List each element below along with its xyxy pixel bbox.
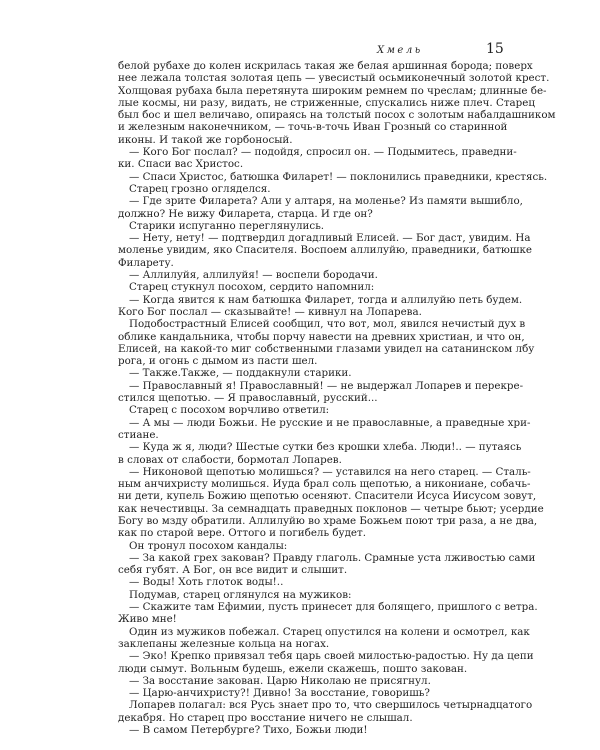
body-text (118, 60, 556, 737)
text-line: как нечестивцы. За семнадцать праведных поклонов — четыре бьют; усердие (118, 502, 544, 515)
text-line: — Спаси Христос, батюшка Филарет! — поклонились праведники, крестясь. (129, 170, 548, 183)
text-line: декабря. Но старец про восстание ничего не слышал. (118, 711, 413, 724)
text-line: как по старой вере. Оттого и погибель будет. (118, 527, 367, 540)
text-line: — Куда ж я, люди? Шестые сутки без крошки хлеба. Люди!.. — путаясь (129, 441, 522, 454)
text-line: Один из мужиков побежал. Старец опустился на колени и осмотрел, как (129, 625, 530, 638)
text-line: — Никоновой щепотью молишься? — уставился на него старец. — Сталь- (129, 465, 531, 478)
text-line: иконы. И такой же горбоносый. (118, 133, 293, 146)
text-line: ни дети, купель Божию щепотью осеняют. Спасители Исуса Иисусом зовут, (118, 490, 537, 503)
text-line: и железным наконечником, — точь-в-точь Иван Грозный со старинной (118, 121, 508, 134)
text-line: — За восстание закован. Царю Николаю не присягнул. (129, 674, 431, 687)
text-line: себя губят. А Бог, он все видит и слышит. (118, 564, 348, 577)
text-line: Лопарев полагал: вся Русь знает про то, что свершилось четырнадцатого (129, 699, 533, 712)
text-line: Кого Бог послал — сказывайте! — кивнул на Лопарева. (118, 305, 422, 318)
text-line: рога, и огонь с дымом из пасти шел. (118, 355, 318, 368)
text-line: Подумав, старец оглянулся на мужиков: (129, 588, 352, 601)
text-line: был бос и шел величаво, опираясь на толстый посох с золотым набалдашником (118, 109, 556, 122)
text-line: Холщовая рубаха была перетянута широким ремнем по чреслам; длинные бе- (118, 84, 547, 97)
text-line: люди сымут. Вольным будешь, ежели скажешь, пошто закован. (118, 662, 468, 675)
text-line: заклепаны железные кольца на ногах. (118, 637, 330, 650)
text-line: должно? Не вижу Филарета, старца. И где он? (118, 207, 373, 220)
text-line: ным анчихристу молишься. Иуда брал соль щепотью, а никониане, собачь- (118, 478, 531, 491)
text-line: белой рубахе до колен искрилась такая же белая аршинная борода; поверх (118, 60, 533, 72)
text-line: в словах от слабости, бормотал Лопарев. (118, 453, 342, 466)
header-title: Хмель (377, 45, 423, 56)
text-line: нее лежала толстая золотая цепь — увесистый осьмиконечный золотой крест. (118, 72, 550, 85)
text-line: — А мы — люди Божьи. Не русские и не православные, а праведные хри- (129, 416, 531, 429)
text-line: Старец с посохом ворчливо ответил: (129, 404, 330, 417)
text-line: облике кандальника, чтобы порчу навести на древних христиан, и что он, (118, 330, 525, 343)
text-line: лые космы, ни разу, видать, не стриженные, спускались ниже плеч. Старец (118, 96, 535, 109)
text-line: Он тронул посохом кандалы: (129, 539, 288, 552)
text-line: — В самом Петербурге? Тихо, Божьи люди! (129, 724, 368, 737)
text-line: — За какой грех закован? Правду глаголь. Срамные уста лживостью сами (129, 551, 536, 564)
text-line: — Православный я! Православный! — не выдержал Лопарев и перекре- (129, 379, 524, 392)
text-line: Живо мне! (118, 613, 177, 626)
text-line: — Царю-анчихристу?! Дивно! За восстание, говоришь? (129, 687, 430, 700)
text-line: — Кого Бог послал? — подойдя, спросил он. — Подымитесь, праведни- (129, 146, 517, 159)
text-line: стился щепотью. — Я православный, русский... (118, 392, 378, 405)
text-line: моленье увидим, яко Спасителя. Воспоем аллилуйю, праведники, батюшке (118, 244, 532, 257)
text-line: Елисей, на какой-то миг собственными глазами увидел на сатанинском лбу (118, 342, 535, 355)
text-line: — Эко! Крепко привязал тебя царь своей милостью-радостью. Ну да цепи (129, 650, 534, 663)
text-line: — Также.Также, — поддакнули старики. (129, 367, 352, 380)
page-number: 15 (486, 41, 504, 57)
text-line: Богу во мзду обратили. Аллилуйю во храме Божьем поют три раза, а не два, (118, 514, 538, 527)
text-line: — Когда явится к нам батюшка Филарет, тогда и аллилуйю петь будем. (129, 293, 523, 306)
text-line: — Где зрите Филарета? Али у алтаря, на моленье? Из памяти вышибло, (129, 195, 523, 208)
text-line: — Нету, нету! — подтвердил догадливый Елисей. — Бог даст, увидим. На (129, 232, 531, 245)
text-line: Старец стукнул посохом, сердито напомнил: (129, 281, 375, 294)
text-line: Старец грозно огляделся. (129, 182, 271, 195)
text-line: Подобострастный Елисей сообщил, что вот, мол, явился нечистый дух в (129, 318, 526, 331)
text-line: стиане. (118, 428, 159, 441)
text-line: Старики испуганно переглянулись. (129, 219, 325, 232)
text-line: — Скажите там Ефимии, пусть принесет для болящего, пришлого с ветра. (129, 601, 538, 614)
text-line: — Аллилуйя, аллилуйя! — воспели бородачи. (129, 269, 378, 282)
text-line: ки. Спаси вас Христос. (118, 158, 244, 171)
text-line: — Воды! Хоть глоток воды!.. (129, 576, 284, 589)
text-line: Филарету. (118, 256, 174, 269)
